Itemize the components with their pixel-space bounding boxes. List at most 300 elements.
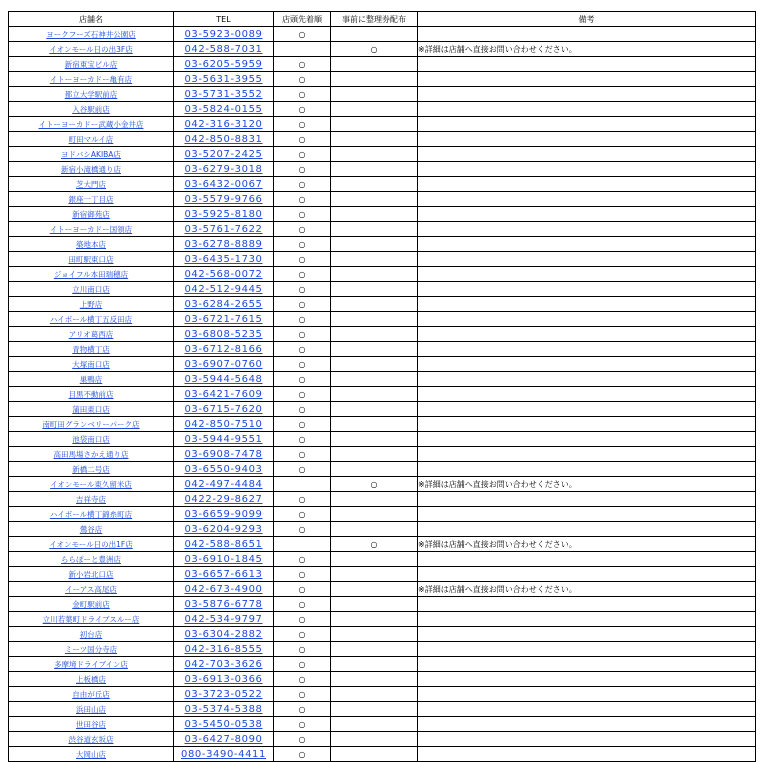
tel-link[interactable]: 042-703-3626 [184,658,263,670]
tel-link[interactable]: 03-6279-3018 [184,163,263,175]
tel-link[interactable]: 03-6205-5959 [184,58,263,70]
ticket-mark [331,702,418,717]
store-name-cell [9,387,174,402]
table-row [9,747,756,762]
store-name-link[interactable]: 大塚南口店 [72,359,110,369]
note-cell [418,717,756,732]
table-row [9,372,756,387]
store-name-link[interactable]: 新宿東宝ビル店 [64,59,118,69]
store-name-cell [9,717,174,732]
first-come-mark: ○ [274,597,331,612]
table-row [9,267,756,282]
tel-link[interactable]: 03-6550-9403 [184,463,263,475]
table-row [9,507,756,522]
ticket-mark [331,522,418,537]
store-name-link[interactable]: 蒲田東口店 [72,404,110,414]
ticket-mark [331,447,418,462]
tel-link[interactable]: 042-497-4484 [184,478,263,490]
tel-link[interactable]: 03-5925-8180 [184,208,263,220]
store-name-cell [9,27,174,42]
tel-cell [174,222,274,237]
tel-link[interactable]: 042-316-8555 [184,643,263,655]
note-cell [418,732,756,747]
tel-cell [174,372,274,387]
store-name-link[interactable]: イオンモール東久留米店 [50,479,132,489]
ticket-mark [331,717,418,732]
store-name-cell [9,222,174,237]
note-cell [418,57,756,72]
store-name-cell [9,132,174,147]
header-notes: 備考 [418,12,756,27]
first-come-mark: ○ [274,507,331,522]
first-come-mark: ○ [274,522,331,537]
store-name-link[interactable]: 南町田グランベリーパーク店 [42,419,140,429]
first-come-mark: ○ [274,207,331,222]
first-come-mark: ○ [274,387,331,402]
store-name-cell [9,747,174,762]
note-cell [418,672,756,687]
store-name-cell [9,162,174,177]
note-cell [418,747,756,762]
store-name-cell [9,537,174,552]
first-come-mark: ○ [274,612,331,627]
header-store-name: 店舗名 [9,12,174,27]
tel-link[interactable]: 042-588-8651 [184,538,263,550]
tel-link[interactable]: 03-5876-6778 [184,598,263,610]
tel-cell [174,567,274,582]
first-come-mark: ○ [274,102,331,117]
tel-link[interactable]: 03-5631-3955 [184,73,263,85]
store-name-cell [9,627,174,642]
store-name-link[interactable]: ららぽーと豊洲店 [61,554,121,564]
tel-cell [174,312,274,327]
first-come-mark: ○ [274,717,331,732]
note-cell [418,27,756,42]
tel-link[interactable]: 042-588-7031 [184,43,263,55]
store-name-cell [9,312,174,327]
table-row [9,657,756,672]
ticket-mark [331,552,418,567]
table-row [9,87,756,102]
ticket-mark [331,417,418,432]
ticket-mark [331,402,418,417]
first-come-mark: ○ [274,492,331,507]
tel-cell [174,267,274,282]
table-row [9,702,756,717]
table-row [9,117,756,132]
first-come-mark: ○ [274,282,331,297]
store-name-link[interactable]: 池袋南口店 [72,434,110,444]
store-name-link[interactable]: ハイボール横丁五反田店 [49,314,133,324]
store-name-cell [9,87,174,102]
table-row [9,552,756,567]
first-come-mark: ○ [274,447,331,462]
tel-cell [174,132,274,147]
store-name-link[interactable]: 多摩境ドライブイン店 [54,659,128,669]
store-name-cell [9,237,174,252]
store-name-cell [9,297,174,312]
tel-cell [174,72,274,87]
store-name-cell [9,267,174,282]
ticket-mark [331,342,418,357]
tel-link[interactable]: 03-5374-5388 [184,703,263,715]
first-come-mark: ○ [274,417,331,432]
tel-link[interactable]: 03-6304-2882 [184,628,263,640]
tel-cell [174,27,274,42]
tel-cell [174,177,274,192]
store-name-link[interactable]: 上板橋店 [76,674,106,684]
tel-cell [174,672,274,687]
tel-cell [174,522,274,537]
tel-cell [174,87,274,102]
store-name-link[interactable]: 青物横丁店 [72,344,110,354]
tel-link[interactable]: 042-512-9445 [184,283,263,295]
store-name-link[interactable]: 渋谷道玄坂店 [68,734,114,744]
table-row [9,582,756,597]
store-name-cell [9,642,174,657]
ticket-mark [331,492,418,507]
ticket-mark [331,657,418,672]
store-name-cell [9,612,174,627]
table-row [9,42,756,57]
note-cell [418,597,756,612]
first-come-mark: ○ [274,357,331,372]
ticket-mark [331,27,418,42]
first-come-mark [274,477,331,492]
store-name-cell [9,42,174,57]
tel-link[interactable]: 03-5761-7622 [184,223,263,235]
tel-link[interactable]: 03-6657-6613 [184,568,263,580]
store-table [8,11,756,762]
note-cell [418,192,756,207]
first-come-mark: ○ [274,582,331,597]
store-name-link[interactable]: イーアス高尾店 [65,584,117,594]
tel-link[interactable]: 03-6808-5235 [184,328,263,340]
first-come-mark: ○ [274,372,331,387]
note-cell: ※詳細は店舗へ直接お問い合わせください。 [418,582,756,597]
table-row [9,72,756,87]
tel-link[interactable]: 042-850-8831 [184,133,263,145]
tel-link[interactable]: 03-5824-0155 [184,103,263,115]
ticket-mark [331,432,418,447]
store-name-cell [9,192,174,207]
note-cell [418,117,756,132]
tel-link[interactable]: 03-5944-5648 [184,373,263,385]
note-cell [418,447,756,462]
store-name-link[interactable]: 自由が丘店 [72,689,110,699]
note-cell [418,132,756,147]
tel-link[interactable]: 03-5923-0089 [184,28,263,40]
tel-cell [174,387,274,402]
store-name-link[interactable]: 吉祥寺店 [76,494,106,504]
ticket-mark [331,252,418,267]
first-come-mark: ○ [274,747,331,762]
store-name-cell [9,117,174,132]
ticket-mark [331,162,418,177]
store-name-cell [9,207,174,222]
store-name-cell [9,522,174,537]
store-name-link[interactable]: 初台店 [79,629,103,639]
tel-link[interactable]: 03-3723-0522 [184,688,263,700]
table-row [9,642,756,657]
store-name-link[interactable]: イトーヨーカドー国領店 [49,224,133,234]
tel-cell [174,282,274,297]
tel-link[interactable]: 03-5579-9766 [184,193,263,205]
ticket-mark [331,207,418,222]
store-name-link[interactable]: イトーヨーカドー武蔵小金井店 [38,119,144,129]
tel-cell [174,342,274,357]
table-row [9,687,756,702]
table-row [9,672,756,687]
store-name-cell [9,342,174,357]
first-come-mark: ○ [274,567,331,582]
tel-cell [174,417,274,432]
store-name-link[interactable]: 浜田山店 [76,704,106,714]
store-name-link[interactable]: ジョイフル本田瑞穂店 [53,269,129,279]
first-come-mark [274,537,331,552]
note-cell [418,297,756,312]
store-name-cell [9,327,174,342]
store-name-link[interactable]: 上野店 [79,299,103,309]
tel-link[interactable]: 03-6907-0760 [184,358,263,370]
tel-link[interactable]: 03-5944-9551 [184,433,263,445]
tel-cell [174,492,274,507]
store-name-cell [9,57,174,72]
note-cell [418,267,756,282]
store-name-cell [9,567,174,582]
tel-link[interactable]: 03-6659-9099 [184,508,263,520]
table-row [9,732,756,747]
store-name-link[interactable]: 築地本店 [76,239,106,249]
table-row [9,282,756,297]
table-row [9,57,756,72]
tel-cell [174,207,274,222]
store-name-cell [9,492,174,507]
tel-link[interactable]: 03-6715-7620 [184,403,263,415]
ticket-mark [331,222,418,237]
store-name-cell [9,462,174,477]
tel-link[interactable]: 03-6421-7609 [184,388,263,400]
tel-link[interactable]: 03-6712-8166 [184,343,263,355]
store-name-cell [9,657,174,672]
header-first-come: 店頭先着順 [274,12,331,27]
header-tel: TEL [174,12,274,27]
ticket-mark [331,282,418,297]
tel-cell [174,297,274,312]
tel-cell [174,627,274,642]
note-cell [418,417,756,432]
tel-link[interactable]: 03-6284-2655 [184,298,263,310]
first-come-mark: ○ [274,267,331,282]
first-come-mark: ○ [274,72,331,87]
table-row [9,567,756,582]
first-come-mark: ○ [274,57,331,72]
tel-link[interactable]: 03-6908-7478 [184,448,263,460]
first-come-mark: ○ [274,297,331,312]
store-name-link[interactable]: 立川若葉町ドライブスルー店 [42,614,140,624]
ticket-mark [331,177,418,192]
store-name-link[interactable]: 田町駅東口店 [68,254,114,264]
note-cell [418,567,756,582]
tel-cell [174,192,274,207]
tel-link[interactable]: 042-568-0072 [184,268,263,280]
ticket-mark [331,582,418,597]
tel-cell [174,477,274,492]
table-row [9,402,756,417]
note-cell: ※詳細は店舗へ直接お問い合わせください。 [418,42,756,57]
tel-link[interactable]: 042-316-3120 [184,118,263,130]
store-name-link[interactable]: 世田谷店 [76,719,106,729]
store-name-link[interactable]: 金町駅前店 [72,599,110,609]
note-cell [418,462,756,477]
tel-link[interactable]: 03-6721-7615 [184,313,263,325]
store-name-link[interactable]: 都立大学駅前店 [64,89,118,99]
table-row [9,207,756,222]
store-name-link[interactable]: イオンモール日の出3F店 [49,44,133,54]
ticket-mark [331,267,418,282]
tel-cell [174,747,274,762]
tel-link[interactable]: 03-5207-2425 [184,148,263,160]
table-row [9,342,756,357]
store-name-cell [9,702,174,717]
store-name-link[interactable]: ミーツ国分寺店 [64,644,118,654]
table-row [9,312,756,327]
store-name-cell [9,102,174,117]
store-name-cell [9,72,174,87]
store-name-link[interactable]: 高田馬場さかえ通り店 [53,449,129,459]
store-name-link[interactable]: アリオ葛西店 [68,329,114,339]
store-name-link[interactable]: ハイボール横丁錦糸町店 [49,509,133,519]
store-name-link[interactable]: 芝大門店 [76,179,106,189]
tel-cell [174,447,274,462]
first-come-mark: ○ [274,687,331,702]
store-name-cell [9,477,174,492]
tel-link[interactable]: 03-5450-0538 [184,718,263,730]
store-name-cell [9,147,174,162]
ticket-mark [331,132,418,147]
store-name-link[interactable]: ヨークフーズ石神井公園店 [46,29,136,39]
store-name-link[interactable]: イトーヨーカドー亀有店 [49,74,133,84]
note-cell [418,87,756,102]
ticket-mark [331,147,418,162]
ticket-mark [331,507,418,522]
tel-cell [174,237,274,252]
note-cell [418,357,756,372]
tel-link[interactable]: 042-850-7510 [184,418,263,430]
store-name-link[interactable]: イオンモール日の出1F店 [49,539,133,549]
store-name-link[interactable]: 巣鴨店 [79,374,103,384]
store-name-link[interactable]: 大岡山店 [76,749,106,759]
table-row [9,327,756,342]
store-name-link[interactable]: 新宿御苑店 [72,209,110,219]
tel-link[interactable]: 0422-29-8627 [184,493,263,505]
store-name-link[interactable]: ヨドバシAKIBA店 [61,149,121,159]
tel-link[interactable]: 03-6204-9293 [184,523,263,535]
tel-cell [174,252,274,267]
note-cell [418,657,756,672]
store-name-cell [9,447,174,462]
store-name-link[interactable]: 銀座一丁目店 [68,194,114,204]
table-row [9,147,756,162]
ticket-mark [331,102,418,117]
first-come-mark: ○ [274,657,331,672]
tel-cell [174,687,274,702]
note-cell [418,702,756,717]
ticket-mark [331,357,418,372]
store-name-link[interactable]: 立川南口店 [72,284,110,294]
tel-link[interactable]: 03-6278-8889 [184,238,263,250]
first-come-mark: ○ [274,132,331,147]
table-row [9,717,756,732]
store-name-cell [9,432,174,447]
ticket-mark [331,327,418,342]
table-row [9,27,756,42]
ticket-mark [331,312,418,327]
note-cell [418,687,756,702]
tel-link[interactable]: 03-6910-1845 [184,553,263,565]
store-name-link[interactable]: 新宿小滝橋通り店 [61,164,121,174]
table-row [9,537,756,552]
table-row [9,222,756,237]
table-row [9,477,756,492]
note-cell [418,72,756,87]
store-name-cell [9,372,174,387]
note-cell [418,222,756,237]
tel-cell [174,327,274,342]
tel-cell [174,717,274,732]
ticket-mark [331,462,418,477]
table-row [9,462,756,477]
ticket-mark [331,72,418,87]
store-name-cell [9,582,174,597]
first-come-mark: ○ [274,237,331,252]
first-come-mark: ○ [274,87,331,102]
tel-link[interactable]: 03-5731-3552 [184,88,263,100]
store-name-link[interactable]: 鶯谷店 [79,524,103,534]
table-row [9,597,756,612]
table-row [9,447,756,462]
ticket-mark: ○ [331,42,418,57]
table-row [9,162,756,177]
first-come-mark: ○ [274,177,331,192]
tel-cell [174,657,274,672]
store-name-link[interactable]: 新橋二号店 [72,464,110,474]
note-cell [418,207,756,222]
tel-link[interactable]: 03-6435-1730 [184,253,263,265]
tel-link[interactable]: 042-673-4900 [184,583,263,595]
first-come-mark: ○ [274,402,331,417]
first-come-mark: ○ [274,147,331,162]
tel-link[interactable]: 03-6432-0067 [184,178,263,190]
table-row [9,417,756,432]
store-name-link[interactable]: 新小岩北口店 [68,569,114,579]
tel-link[interactable]: 080-3490-4411 [180,748,266,760]
tel-link[interactable]: 03-6427-8090 [184,733,263,745]
ticket-mark [331,567,418,582]
store-name-cell [9,597,174,612]
store-name-link[interactable]: 目黒不動前店 [68,389,114,399]
note-cell [418,432,756,447]
store-name-link[interactable]: 町田マルイ店 [68,134,114,144]
store-name-link[interactable]: 入谷駅前店 [72,104,110,114]
table-row [9,492,756,507]
tel-link[interactable]: 042-534-9797 [184,613,263,625]
store-name-cell [9,672,174,687]
note-cell [418,552,756,567]
table-row [9,387,756,402]
tel-link[interactable]: 03-6913-0366 [184,673,263,685]
first-come-mark: ○ [274,342,331,357]
